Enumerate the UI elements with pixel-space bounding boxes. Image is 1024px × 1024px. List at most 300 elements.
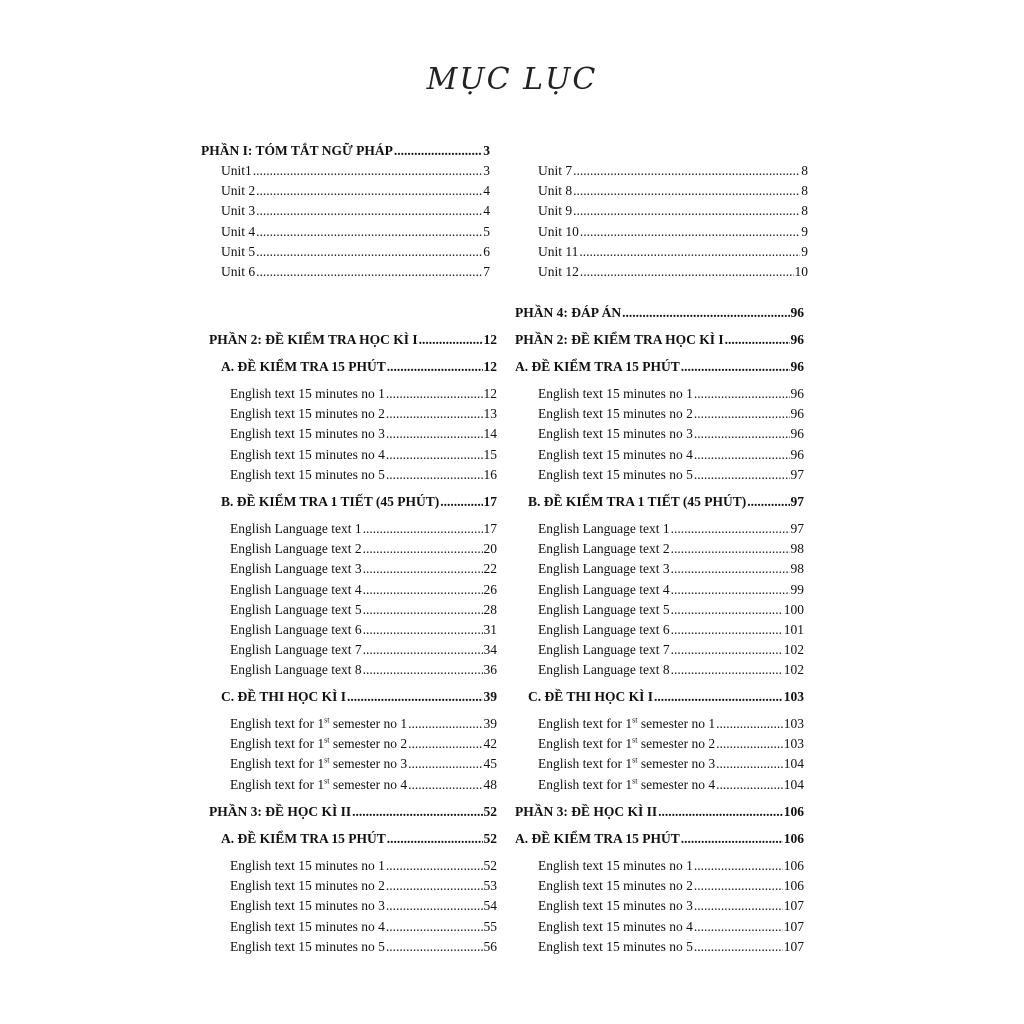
toc-entry-label: English text 15 minutes no 4 — [230, 446, 385, 462]
toc-entry-label: Unit 3 — [221, 203, 256, 219]
page-title: MỤC LỤC — [426, 62, 598, 97]
toc-entry[interactable] — [538, 735, 804, 753]
toc-unit-entry[interactable] — [538, 263, 808, 281]
page-number: 17 — [483, 521, 497, 536]
label-text: semester no 2 — [329, 736, 408, 752]
dot-leader — [386, 385, 483, 403]
label-text: semester no 3 — [329, 756, 408, 772]
toc-entry[interactable] — [230, 918, 497, 936]
dot-leader — [408, 735, 482, 753]
toc-entry[interactable] — [230, 621, 497, 639]
toc-entry[interactable] — [230, 715, 497, 733]
toc-entry[interactable] — [230, 540, 497, 558]
dot-leader — [363, 540, 483, 558]
toc-entry-label: PHẦN I: TÓM TẮT NGỮ PHÁP — [201, 143, 393, 158]
toc-entry-label — [230, 776, 407, 794]
toc-unit-entry[interactable] — [221, 202, 490, 220]
toc-entry-label: C. ĐỀ THI HỌC KÌ I — [221, 689, 347, 704]
page-number: 96 — [790, 406, 804, 422]
toc-entry-label: A. ĐỀ KIỂM TRA 15 PHÚT — [221, 359, 386, 374]
toc-section-heading[interactable] — [515, 830, 804, 848]
page-number: 15 — [483, 446, 497, 462]
page-number: 6 — [483, 243, 490, 259]
dot-leader — [671, 560, 790, 578]
label-text: semester no 1 — [637, 716, 716, 731]
toc-entry-label — [230, 755, 407, 773]
page-number: 98 — [790, 561, 804, 577]
toc-entry[interactable] — [538, 938, 804, 956]
toc-entry[interactable] — [538, 715, 804, 733]
page-number: 3 — [483, 163, 490, 178]
dot-leader — [694, 877, 783, 895]
page-number: 106 — [783, 858, 804, 873]
dot-leader — [694, 446, 790, 464]
toc-entry-label: English Language text 3 — [230, 561, 362, 577]
toc-entry-label: English Language text 4 — [230, 581, 362, 597]
page-number: 39 — [483, 689, 497, 704]
page-number: 96 — [790, 359, 804, 374]
page-number: 12 — [483, 332, 497, 347]
dot-leader — [694, 897, 783, 915]
toc-entry-label — [538, 776, 715, 794]
dot-leader — [394, 142, 482, 160]
toc-entry-label: English Language text 2 — [230, 541, 362, 557]
page-number: 103 — [783, 689, 804, 704]
toc-unit-entry[interactable] — [221, 263, 490, 281]
page-number: 52 — [483, 858, 497, 873]
toc-entry-label: B. ĐỀ KIỂM TRA 1 TIẾT (45 PHÚT) — [528, 494, 747, 509]
toc-entry-label: English text 15 minutes no 2 — [538, 406, 693, 422]
page-number: 17 — [483, 494, 497, 509]
toc-entry-label: B. ĐỀ KIỂM TRA 1 TIẾT (45 PHÚT) — [221, 494, 440, 509]
toc-entry[interactable] — [230, 466, 497, 484]
toc-entry-label: English text 15 minutes no 5 — [230, 938, 385, 954]
toc-entry-label: English Language text 1 — [230, 521, 362, 536]
dot-leader — [573, 162, 800, 180]
toc-entry-label: English text 15 minutes no 1 — [538, 386, 693, 401]
dot-leader — [694, 466, 790, 484]
toc-entry[interactable] — [538, 641, 804, 659]
toc-entry-label: Unit 5 — [221, 243, 256, 259]
page-number: 36 — [483, 662, 497, 678]
toc-entry[interactable] — [230, 735, 497, 753]
page-number: 20 — [483, 541, 497, 557]
toc-entry-label: English text 15 minutes no 3 — [538, 898, 693, 914]
toc-entry-label: A. ĐỀ KIỂM TRA 15 PHÚT — [221, 831, 386, 846]
toc-entry[interactable] — [230, 877, 497, 895]
dot-leader — [387, 358, 483, 376]
page-number: 98 — [790, 541, 804, 557]
toc-entry[interactable] — [230, 560, 497, 578]
dot-leader — [671, 520, 790, 538]
page-number: 9 — [801, 223, 808, 239]
toc-entry-label: English text 15 minutes no 3 — [230, 426, 385, 442]
dot-leader — [387, 830, 483, 848]
dot-leader — [408, 755, 482, 773]
page-number: 39 — [483, 716, 497, 731]
toc-unit-entry[interactable] — [221, 223, 490, 241]
dot-leader — [671, 621, 783, 639]
dot-leader — [694, 857, 783, 875]
toc-entry[interactable] — [230, 661, 497, 679]
toc-section-heading[interactable] — [515, 358, 804, 376]
page-number: 5 — [483, 223, 490, 239]
page-number: 107 — [783, 898, 804, 914]
dot-leader — [622, 304, 789, 322]
toc-entry-label: English text 15 minutes no 4 — [538, 446, 693, 462]
page-number: 31 — [483, 622, 497, 637]
label-text: semester no 3 — [637, 756, 716, 772]
page-number: 107 — [783, 938, 804, 954]
toc-entry-label: English Language text 8 — [230, 662, 362, 678]
toc-entry[interactable] — [538, 560, 804, 578]
dot-leader — [694, 918, 783, 936]
label-text: English text for 1 — [538, 756, 633, 772]
toc-entry[interactable] — [230, 641, 497, 659]
dot-leader — [573, 182, 800, 200]
label-text: English text for 1 — [230, 776, 325, 792]
toc-part-heading[interactable] — [209, 331, 497, 349]
toc-section-heading[interactable] — [528, 688, 804, 706]
toc-entry[interactable] — [538, 425, 804, 443]
dot-leader — [419, 331, 483, 349]
dot-leader — [408, 715, 482, 733]
toc-entry-label: Unit 4 — [221, 223, 256, 239]
toc-entry-label: English text 15 minutes no 5 — [538, 466, 693, 482]
toc-unit-entry[interactable] — [221, 182, 490, 200]
dot-leader — [363, 520, 483, 538]
toc-entry[interactable] — [538, 621, 804, 639]
toc-entry-label: Unit 8 — [538, 183, 573, 199]
toc-entry-label: English Language text 5 — [538, 601, 670, 617]
label-text: English text for 1 — [538, 736, 633, 752]
dot-leader — [694, 405, 790, 423]
page-number: 104 — [783, 756, 804, 772]
dot-leader — [363, 661, 483, 679]
ordinal-suffix: st — [324, 755, 330, 765]
dot-leader — [716, 735, 783, 753]
toc-entry[interactable] — [230, 425, 497, 443]
toc-entry[interactable] — [230, 897, 497, 915]
ordinal-suffix: st — [632, 755, 638, 765]
page-number: 3 — [483, 143, 490, 158]
dot-leader — [716, 776, 783, 794]
toc-unit-entry[interactable] — [538, 162, 808, 180]
label-text: semester no 1 — [329, 716, 408, 731]
label-text: English text for 1 — [230, 756, 325, 772]
toc-entry-label: English text 15 minutes no 1 — [230, 858, 385, 873]
toc-entry[interactable] — [230, 405, 497, 423]
toc-entry-label — [230, 715, 407, 733]
toc-entry-label: English text 15 minutes no 1 — [538, 858, 693, 873]
toc-entry[interactable] — [538, 405, 804, 423]
dot-leader — [347, 688, 482, 706]
toc-entry[interactable] — [230, 446, 497, 464]
toc-entry[interactable] — [230, 385, 497, 403]
toc-entry-label: English text 15 minutes no 5 — [538, 938, 693, 954]
toc-entry-label: English Language text 4 — [538, 581, 670, 597]
toc-entry-label: English text 15 minutes no 2 — [538, 878, 693, 894]
toc-entry-label: Unit 2 — [221, 183, 256, 199]
page-number: 97 — [790, 466, 804, 482]
toc-unit-entry[interactable] — [538, 202, 808, 220]
page-number: 8 — [801, 203, 808, 219]
dot-leader — [386, 897, 483, 915]
dot-leader — [747, 493, 789, 511]
toc-entry-label: Unit 9 — [538, 203, 573, 219]
page-number: 9 — [801, 243, 808, 259]
dot-leader — [386, 877, 483, 895]
toc-part-heading[interactable] — [209, 803, 497, 821]
page-number: 42 — [483, 736, 497, 752]
toc-entry-label: English Language text 6 — [538, 622, 670, 637]
dot-leader — [253, 162, 482, 180]
page-number: 8 — [801, 163, 808, 178]
dot-leader — [654, 688, 783, 706]
toc-entry-label — [538, 735, 715, 753]
toc-entry[interactable] — [538, 520, 804, 538]
toc-entry-label: English Language text 8 — [538, 662, 670, 678]
dot-leader — [716, 715, 783, 733]
page-number: 107 — [783, 918, 804, 934]
toc-entry[interactable] — [538, 857, 804, 875]
dot-leader — [694, 385, 790, 403]
dot-leader — [386, 466, 483, 484]
page-number: 103 — [783, 736, 804, 752]
page-number: 48 — [483, 776, 497, 792]
toc-entry-label: English Language text 2 — [538, 541, 670, 557]
toc-entry[interactable] — [538, 877, 804, 895]
dot-leader — [671, 601, 783, 619]
page-number: 7 — [483, 264, 490, 279]
toc-entry-label: PHẦN 2: ĐỀ KIỂM TRA HỌC KÌ I — [515, 332, 724, 347]
toc-unit-entry[interactable] — [221, 243, 490, 261]
page-number: 16 — [483, 466, 497, 482]
toc-entry[interactable] — [230, 776, 497, 794]
toc-entry-label: Unit1 — [221, 163, 252, 178]
toc-section-heading[interactable] — [221, 358, 497, 376]
page-number: 52 — [483, 831, 497, 846]
toc-entry-label — [538, 715, 715, 733]
label-text: English text for 1 — [230, 736, 325, 752]
page-number: 22 — [483, 561, 497, 577]
toc-entry[interactable] — [230, 601, 497, 619]
dot-leader — [671, 540, 790, 558]
page-number: 106 — [783, 878, 804, 894]
toc-entry[interactable] — [538, 776, 804, 794]
page-number: 106 — [783, 804, 804, 819]
dot-leader — [716, 755, 783, 773]
toc-entry[interactable] — [538, 601, 804, 619]
toc-entry-label: English Language text 7 — [230, 642, 362, 658]
label-text: semester no 2 — [637, 736, 716, 752]
toc-entry-label: English Language text 5 — [230, 601, 362, 617]
page-number: 99 — [790, 581, 804, 597]
page-number: 8 — [801, 183, 808, 199]
toc-entry[interactable] — [230, 755, 497, 773]
toc-entry-label: Unit 10 — [538, 223, 579, 239]
page-number: 45 — [483, 756, 497, 772]
page-number: 100 — [783, 601, 804, 617]
ordinal-suffix: st — [324, 735, 330, 745]
dot-leader — [363, 641, 483, 659]
page-number: 53 — [483, 878, 497, 894]
toc-entry-label: English Language text 3 — [538, 561, 670, 577]
toc-section-heading[interactable] — [528, 493, 804, 511]
page-number: 96 — [790, 332, 804, 347]
page-number: 102 — [783, 662, 804, 678]
dot-leader — [386, 446, 483, 464]
toc-section-heading[interactable] — [221, 688, 497, 706]
dot-leader — [363, 601, 483, 619]
page-number: 103 — [783, 716, 804, 731]
dot-leader — [386, 918, 483, 936]
toc-entry[interactable] — [538, 446, 804, 464]
toc-entry-label: English Language text 6 — [230, 622, 362, 637]
page-number: 12 — [483, 359, 497, 374]
toc-unit-entry[interactable] — [538, 243, 808, 261]
toc-part-heading[interactable] — [201, 142, 490, 160]
toc-section-heading[interactable] — [221, 830, 497, 848]
page-number: 10 — [794, 264, 808, 279]
page-number: 104 — [783, 776, 804, 792]
toc-entry[interactable] — [538, 755, 804, 773]
toc-entry[interactable] — [538, 540, 804, 558]
dot-leader — [386, 938, 483, 956]
toc-entry[interactable] — [230, 520, 497, 538]
page-number: 97 — [790, 494, 804, 509]
toc-entry[interactable] — [538, 385, 804, 403]
toc-entry-label: English Language text 1 — [538, 521, 670, 536]
label-text: semester no 4 — [637, 776, 716, 792]
toc-entry-label: Unit 12 — [538, 264, 579, 279]
page-number: 56 — [483, 938, 497, 954]
dot-leader — [256, 202, 482, 220]
page-number: 101 — [783, 622, 804, 637]
ordinal-suffix: st — [324, 776, 330, 786]
page-number: 96 — [790, 426, 804, 442]
page-number: 28 — [483, 601, 497, 617]
dot-leader — [352, 803, 482, 821]
dot-leader — [694, 938, 783, 956]
ordinal-suffix: st — [632, 776, 638, 786]
page-number: 26 — [483, 581, 497, 597]
label-text: English text for 1 — [230, 716, 325, 731]
label-text: English text for 1 — [538, 776, 633, 792]
dot-leader — [658, 803, 783, 821]
label-text: English text for 1 — [538, 716, 633, 731]
dot-leader — [363, 560, 483, 578]
dot-leader — [579, 243, 800, 261]
toc-entry[interactable] — [538, 466, 804, 484]
page-number: 34 — [483, 642, 497, 658]
page-number: 97 — [790, 521, 804, 536]
dot-leader — [386, 405, 483, 423]
toc-entry-label: PHẦN 3: ĐỀ HỌC KÌ II — [515, 804, 658, 819]
dot-leader — [573, 202, 800, 220]
toc-entry[interactable] — [230, 857, 497, 875]
ordinal-suffix: st — [632, 715, 638, 725]
ordinal-suffix: st — [324, 715, 330, 725]
toc-entry-label: A. ĐỀ KIỂM TRA 15 PHÚT — [515, 359, 680, 374]
toc-entry-label: English text 15 minutes no 2 — [230, 406, 385, 422]
toc-section-heading[interactable] — [221, 493, 497, 511]
toc-entry-label: English text 15 minutes no 5 — [230, 466, 385, 482]
toc-entry[interactable] — [538, 918, 804, 936]
dot-leader — [694, 425, 790, 443]
dot-leader — [386, 857, 483, 875]
page-number: 54 — [483, 898, 497, 914]
dot-leader — [256, 243, 482, 261]
toc-entry[interactable] — [538, 897, 804, 915]
toc-entry-label — [538, 755, 715, 773]
toc-unit-entry[interactable] — [538, 182, 808, 200]
toc-entry[interactable] — [538, 581, 804, 599]
toc-entry-label: PHẦN 3: ĐỀ HỌC KÌ II — [209, 804, 352, 819]
toc-entry-label: Unit 6 — [221, 264, 256, 279]
dot-leader — [256, 182, 482, 200]
dot-leader — [363, 581, 483, 599]
toc-entry[interactable] — [230, 581, 497, 599]
toc-entry-label: PHẦN 2: ĐỀ KIỂM TRA HỌC KÌ I — [209, 332, 418, 347]
dot-leader — [256, 223, 482, 241]
toc-entry-label: Unit 7 — [538, 163, 573, 178]
page-number: 4 — [483, 183, 490, 199]
toc-entry-label: PHẦN 4: ĐÁP ÁN — [515, 305, 622, 320]
toc-entry-label: C. ĐỀ THI HỌC KÌ I — [528, 689, 654, 704]
toc-unit-entry[interactable] — [538, 223, 808, 241]
toc-entry-label: English text 15 minutes no 2 — [230, 878, 385, 894]
page-number: 4 — [483, 203, 490, 219]
dot-leader — [440, 493, 482, 511]
toc-entry-label: A. ĐỀ KIỂM TRA 15 PHÚT — [515, 831, 680, 846]
dot-leader — [408, 776, 482, 794]
page-number: 102 — [783, 642, 804, 658]
toc-unit-entry[interactable] — [221, 162, 490, 180]
ordinal-suffix: st — [632, 735, 638, 745]
toc-part-heading[interactable] — [515, 331, 804, 349]
label-text: semester no 4 — [329, 776, 408, 792]
dot-leader — [256, 263, 482, 281]
dot-leader — [386, 425, 483, 443]
page-number: 96 — [790, 386, 804, 401]
toc-part-heading[interactable] — [515, 803, 804, 821]
page-number: 13 — [483, 406, 497, 422]
toc-part-heading[interactable] — [515, 304, 804, 322]
toc-entry-label: Unit 11 — [538, 243, 579, 259]
page-number: 12 — [483, 386, 497, 401]
page-number: 96 — [790, 446, 804, 462]
page-number: 52 — [483, 804, 497, 819]
toc-entry-label: English text 15 minutes no 3 — [230, 898, 385, 914]
toc-entry[interactable] — [230, 938, 497, 956]
toc-entry-label: English text 15 minutes no 4 — [230, 918, 385, 934]
page-number: 96 — [790, 305, 804, 320]
dot-leader — [580, 223, 800, 241]
dot-leader — [725, 331, 790, 349]
toc-entry-label: English text 15 minutes no 3 — [538, 426, 693, 442]
dot-leader — [580, 263, 794, 281]
page-number: 106 — [783, 831, 804, 846]
toc-entry-label: English Language text 7 — [538, 642, 670, 658]
page-number: 14 — [483, 426, 497, 442]
page-number: 55 — [483, 918, 497, 934]
dot-leader — [363, 621, 483, 639]
toc-entry-label — [230, 735, 407, 753]
dot-leader — [671, 641, 783, 659]
dot-leader — [671, 581, 790, 599]
toc-entry[interactable] — [538, 661, 804, 679]
